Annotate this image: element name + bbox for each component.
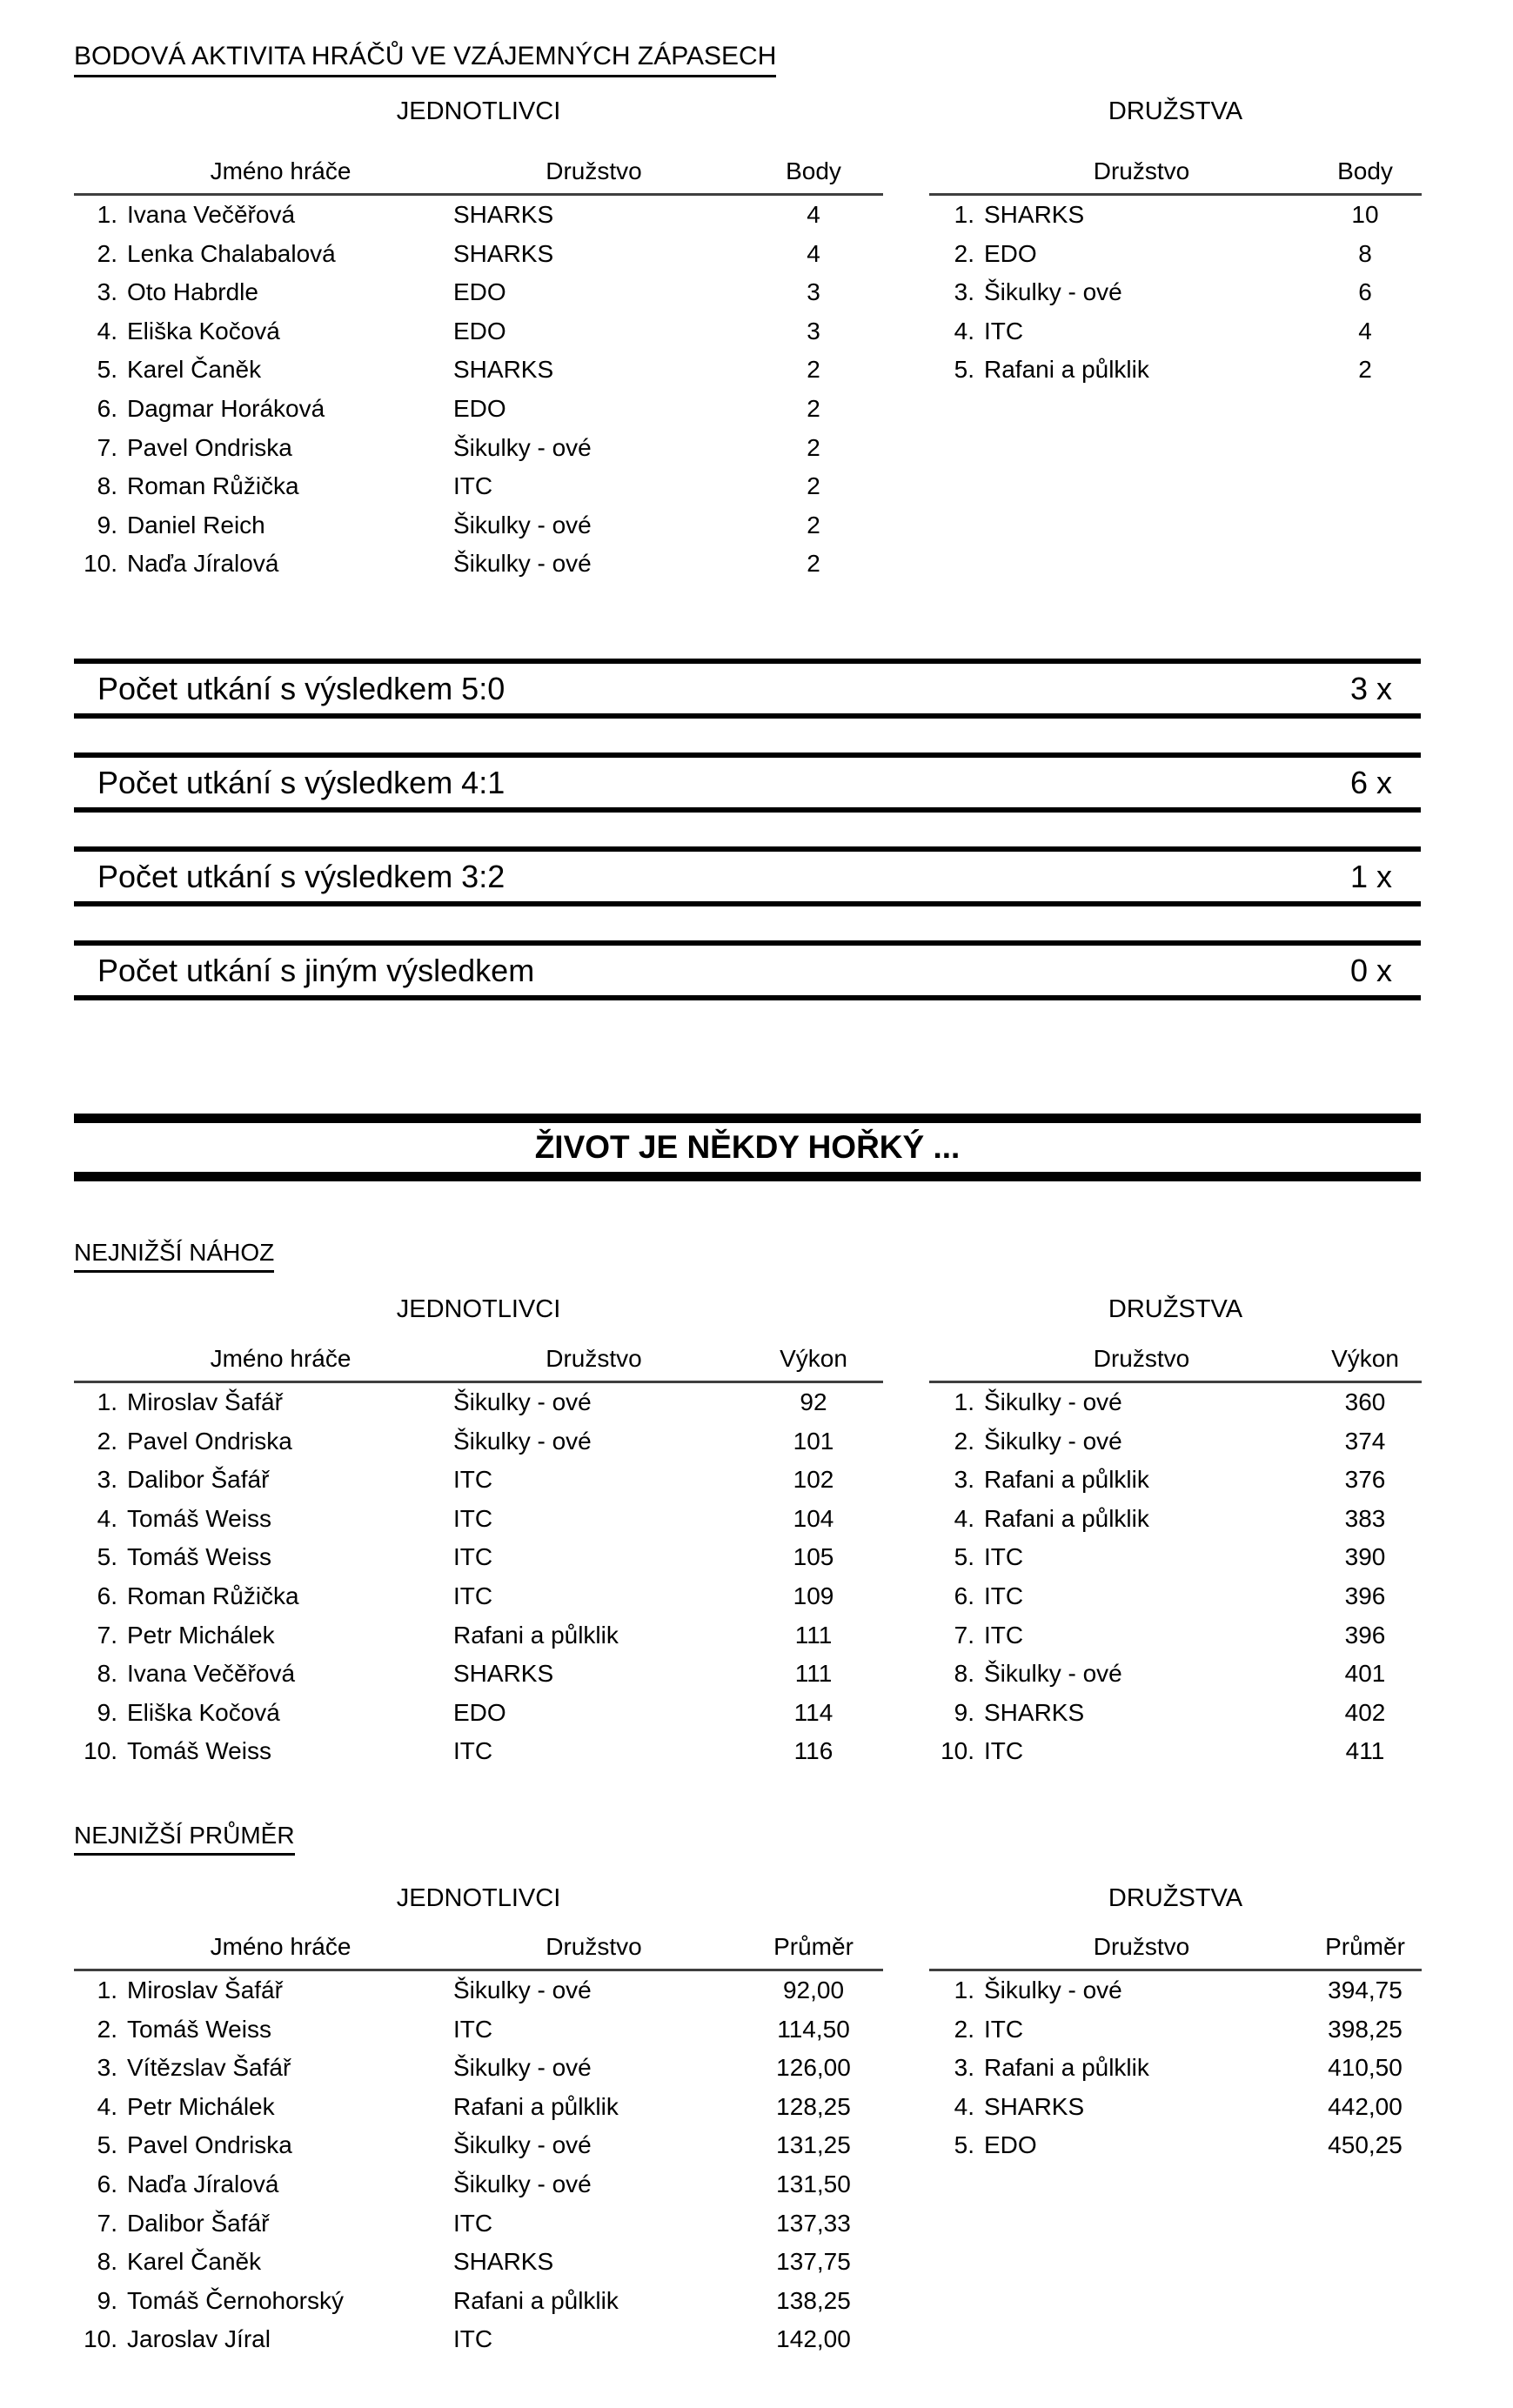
prumer-teams-table xyxy=(929,1928,1422,2165)
table-header-row xyxy=(929,1928,1422,1971)
table-row xyxy=(74,2126,883,2165)
row-rank: 4. xyxy=(97,1504,117,1532)
row-team: Šikulky - ové xyxy=(453,1427,592,1455)
row-value: 101 xyxy=(793,1427,834,1455)
column-header-name: Jméno hráče xyxy=(210,1933,351,1960)
table-row xyxy=(74,467,883,506)
section-heading-prumer-text: NEJNIŽŠÍ PRŮMĚR xyxy=(74,1822,295,1856)
table-row xyxy=(74,390,883,429)
table-row xyxy=(929,1577,1422,1616)
table-row xyxy=(929,1461,1422,1500)
page-title-text: BODOVÁ AKTIVITA HRÁČŮ VE VZÁJEMNÝCH ZÁPASECH xyxy=(74,42,776,77)
row-team: EDO xyxy=(984,239,1037,267)
table-header-row xyxy=(74,1928,883,1971)
row-team: Rafani a půlklik xyxy=(453,2092,619,2120)
row-team: Šikulky - ové xyxy=(453,2170,592,2197)
row-player-name: Dalibor Šafář xyxy=(127,1466,270,1494)
row-rank: 2. xyxy=(97,2015,117,2043)
row-team: Rafani a půlklik xyxy=(984,2054,1149,2082)
table-row xyxy=(74,1461,883,1500)
row-team: EDO xyxy=(453,1698,506,1726)
row-player-name: Tomáš Weiss xyxy=(127,1504,271,1532)
section-heading-nahoz-text: NEJNIŽŠÍ NÁHOZ xyxy=(74,1239,274,1273)
row-value: 4 xyxy=(807,201,820,228)
row-team: ITC xyxy=(984,1582,1024,1609)
row-value: 114,50 xyxy=(777,2015,850,2043)
summary-label: Počet utkání s jiným výsledkem xyxy=(97,952,535,988)
row-player-name: Ivana Večěřová xyxy=(127,1660,296,1688)
column-header-rank xyxy=(74,1340,117,1381)
row-value: 111 xyxy=(794,1660,833,1688)
row-rank: 4. xyxy=(954,1504,974,1532)
row-team: SHARKS xyxy=(453,2248,554,2276)
row-rank: 3. xyxy=(954,1466,974,1494)
table-row xyxy=(74,312,883,351)
row-team: Šikulky - ové xyxy=(453,2131,592,2159)
row-rank: 3. xyxy=(97,278,117,306)
row-value: 376 xyxy=(1344,1466,1386,1494)
row-team: EDO xyxy=(453,317,506,344)
page-title xyxy=(74,42,776,77)
row-rank: 5. xyxy=(954,2131,974,2159)
summary-value: 3 x xyxy=(1349,670,1392,706)
row-team: ITC xyxy=(453,1737,493,1765)
column-header-team: Družstvo xyxy=(546,1345,642,1372)
points-individuals-table xyxy=(74,152,883,584)
table-row xyxy=(74,545,883,584)
row-team: ITC xyxy=(453,472,493,500)
summary-value: 0 x xyxy=(1349,952,1392,988)
row-rank: 5. xyxy=(954,1543,974,1571)
nahoz-teams-table xyxy=(929,1340,1422,1771)
column-header-name: Jméno hráče xyxy=(210,157,351,184)
row-value: 2 xyxy=(807,433,820,461)
row-team: SHARKS xyxy=(984,1698,1085,1726)
row-value: 2 xyxy=(807,511,820,538)
row-rank: 10. xyxy=(84,2325,117,2353)
divider-title: ŽIVOT JE NĚKDY HOŘKÝ ... xyxy=(534,1129,961,1165)
row-value: 6 xyxy=(1358,278,1372,306)
table-row xyxy=(929,273,1422,312)
row-player-name: Daniel Reich xyxy=(127,511,265,538)
row-value: 137,75 xyxy=(776,2248,851,2276)
row-team: ITC xyxy=(453,2325,493,2353)
table-row xyxy=(929,2088,1422,2127)
row-player-name: Tomáš Weiss xyxy=(127,2015,271,2043)
row-rank: 2. xyxy=(97,239,117,267)
row-rank: 7. xyxy=(954,1621,974,1649)
row-value: 109 xyxy=(793,1582,834,1609)
row-team: Rafani a půlklik xyxy=(984,356,1149,384)
row-value: 92 xyxy=(800,1388,827,1415)
row-value: 450,25 xyxy=(1328,2131,1403,2159)
summary-boxes xyxy=(74,659,1421,1034)
divider-banner xyxy=(74,1114,1421,1181)
table-row xyxy=(74,351,883,390)
row-value: 383 xyxy=(1344,1504,1386,1532)
row-value: 442,00 xyxy=(1328,2092,1403,2120)
row-player-name: Tomáš Weiss xyxy=(127,1543,271,1571)
row-team: EDO xyxy=(453,278,506,306)
row-team: Šikulky - ové xyxy=(453,1977,592,2003)
row-team: Šikulky - ové xyxy=(453,433,592,461)
row-rank: 5. xyxy=(97,2131,117,2159)
table-header-row xyxy=(74,152,883,196)
row-team: ITC xyxy=(984,1737,1024,1765)
table-row xyxy=(74,1538,883,1577)
row-rank: 10. xyxy=(84,550,117,578)
row-team: SHARKS xyxy=(453,356,554,384)
table-header-row xyxy=(74,1340,883,1383)
row-rank: 1. xyxy=(954,1388,974,1415)
row-value: 2 xyxy=(1358,356,1372,384)
table-row xyxy=(74,1500,883,1539)
row-team: EDO xyxy=(453,394,506,422)
summary-label: Počet utkání s výsledkem 4:1 xyxy=(97,764,505,800)
row-player-name: Petr Michálek xyxy=(127,2092,275,2120)
nahoz-individuals-title: JEDNOTLIVCI xyxy=(396,1295,561,1323)
column-header-value: Body xyxy=(1337,157,1393,184)
row-player-name: Lenka Chalabalová xyxy=(127,239,336,267)
row-player-name: Pavel Ondriska xyxy=(127,1427,292,1455)
row-value: 114 xyxy=(793,1698,833,1726)
row-rank: 10. xyxy=(84,1737,117,1765)
row-team: ITC xyxy=(984,1543,1024,1571)
section-heading-prumer xyxy=(74,1822,295,1856)
column-header-value: Body xyxy=(786,157,841,184)
table-row xyxy=(74,1971,883,2010)
table-row xyxy=(929,196,1422,235)
table-row xyxy=(929,2126,1422,2165)
row-rank: 8. xyxy=(954,1660,974,1688)
column-header-value: Průměr xyxy=(773,1933,854,1960)
row-player-name: Miroslav Šafář xyxy=(127,1977,283,2003)
summary-label: Počet utkání s výsledkem 3:2 xyxy=(97,858,505,894)
row-rank: 4. xyxy=(97,317,117,344)
row-rank: 6. xyxy=(97,2170,117,2197)
row-player-name: Tomáš Černohorský xyxy=(127,2286,344,2314)
row-rank: 1. xyxy=(954,1977,974,2003)
nahoz-teams-title: DRUŽSTVA xyxy=(1108,1295,1243,1323)
table-row xyxy=(929,1616,1422,1656)
section1-individuals-title: JEDNOTLIVCI xyxy=(396,97,561,125)
table-row xyxy=(74,2088,883,2127)
row-team: ITC xyxy=(453,2209,493,2237)
row-value: 105 xyxy=(793,1543,834,1571)
table-row xyxy=(74,506,883,545)
table-row xyxy=(74,1577,883,1616)
summary-value: 6 x xyxy=(1349,764,1392,800)
summary-value: 1 x xyxy=(1349,858,1392,894)
row-value: 8 xyxy=(1358,239,1372,267)
table-row xyxy=(74,2320,883,2359)
row-rank: 10. xyxy=(941,1737,974,1765)
row-player-name: Ivana Večěřová xyxy=(127,201,296,228)
row-player-name: Eliška Kočová xyxy=(127,317,280,344)
row-team: ITC xyxy=(984,2015,1024,2043)
row-value: 402 xyxy=(1344,1698,1386,1726)
row-team: ITC xyxy=(453,1543,493,1571)
row-team: Šikulky - ové xyxy=(453,550,592,578)
row-value: 116 xyxy=(793,1737,833,1765)
summary-label: Počet utkání s výsledkem 5:0 xyxy=(97,670,505,706)
column-header-rank xyxy=(929,1340,974,1381)
table-row xyxy=(74,273,883,312)
table-row xyxy=(74,1383,883,1422)
row-team: Rafani a půlklik xyxy=(984,1466,1149,1494)
table-body xyxy=(74,196,883,584)
row-value: 104 xyxy=(793,1504,834,1532)
row-rank: 6. xyxy=(97,394,117,422)
column-header-team: Družstvo xyxy=(1093,1933,1190,1960)
row-team: Šikulky - ové xyxy=(453,2054,592,2082)
row-value: 3 xyxy=(807,317,820,344)
row-value: 396 xyxy=(1344,1582,1386,1609)
row-player-name: Eliška Kočová xyxy=(127,1698,280,1726)
row-team: ITC xyxy=(453,1504,493,1532)
row-team: SHARKS xyxy=(453,1660,554,1688)
table-row xyxy=(74,429,883,468)
summary-box xyxy=(74,846,1421,906)
table-body xyxy=(74,1971,883,2359)
row-rank: 1. xyxy=(954,201,974,228)
row-player-name: Roman Růžička xyxy=(127,1582,299,1609)
row-rank: 1. xyxy=(97,1977,117,2003)
row-team: EDO xyxy=(984,2131,1037,2159)
table-row xyxy=(74,196,883,235)
row-team: Šikulky - ové xyxy=(984,278,1122,306)
column-header-rank xyxy=(74,152,117,193)
row-team: ITC xyxy=(453,2015,493,2043)
table-body xyxy=(929,1971,1422,2165)
prumer-teams-title: DRUŽSTVA xyxy=(1108,1884,1243,1912)
table-row xyxy=(74,235,883,274)
row-value: 3 xyxy=(807,278,820,306)
table-row xyxy=(74,2282,883,2321)
prumer-individuals-table xyxy=(74,1928,883,2359)
table-row xyxy=(74,1655,883,1694)
table-row xyxy=(929,2010,1422,2050)
row-team: SHARKS xyxy=(453,239,554,267)
row-rank: 7. xyxy=(97,1621,117,1649)
row-team: Šikulky - ové xyxy=(984,1660,1122,1688)
row-value: 111 xyxy=(794,1621,833,1649)
row-rank: 6. xyxy=(97,1582,117,1609)
row-player-name: Petr Michálek xyxy=(127,1621,275,1649)
row-player-name: Tomáš Weiss xyxy=(127,1737,271,1765)
row-rank: 2. xyxy=(954,1427,974,1455)
section1-teams-title: DRUŽSTVA xyxy=(1108,97,1243,125)
row-value: 2 xyxy=(807,356,820,384)
nahoz-individuals-table xyxy=(74,1340,883,1771)
row-rank: 6. xyxy=(954,1582,974,1609)
row-team: ITC xyxy=(453,1466,493,1494)
row-rank: 2. xyxy=(97,1427,117,1455)
row-rank: 4. xyxy=(97,2092,117,2120)
table-row xyxy=(929,2049,1422,2088)
row-value: 374 xyxy=(1344,1427,1386,1455)
row-rank: 1. xyxy=(97,1388,117,1415)
table-row xyxy=(929,351,1422,390)
row-rank: 8. xyxy=(97,472,117,500)
table-row xyxy=(929,1383,1422,1422)
table-row xyxy=(74,2010,883,2050)
column-header-rank xyxy=(929,1928,974,1969)
summary-box xyxy=(74,752,1421,813)
table-row xyxy=(929,1694,1422,1733)
row-player-name: Karel Čaněk xyxy=(127,356,262,384)
row-value: 128,25 xyxy=(776,2092,851,2120)
row-value: 2 xyxy=(807,394,820,422)
table-row xyxy=(929,1971,1422,2010)
row-value: 4 xyxy=(1358,317,1372,344)
row-value: 390 xyxy=(1344,1543,1386,1571)
row-value: 360 xyxy=(1344,1388,1386,1415)
row-value: 126,00 xyxy=(776,2054,851,2082)
row-player-name: Oto Habrdle xyxy=(127,278,258,306)
row-team: SHARKS xyxy=(453,201,554,228)
row-value: 394,75 xyxy=(1328,1977,1403,2003)
row-team: Šikulky - ové xyxy=(984,1388,1122,1415)
table-row xyxy=(74,1422,883,1462)
row-team: SHARKS xyxy=(984,201,1085,228)
row-value: 131,25 xyxy=(776,2131,851,2159)
row-player-name: Karel Čaněk xyxy=(127,2248,262,2276)
row-team: SHARKS xyxy=(984,2092,1085,2120)
row-team: ITC xyxy=(984,1621,1024,1649)
row-player-name: Naďa Jíralová xyxy=(127,2170,279,2197)
table-row xyxy=(929,235,1422,274)
row-player-name: Naďa Jíralová xyxy=(127,550,279,578)
row-rank: 5. xyxy=(954,356,974,384)
prumer-individuals-title: JEDNOTLIVCI xyxy=(396,1884,561,1912)
column-header-rank xyxy=(929,152,974,193)
column-header-team: Družstvo xyxy=(1093,157,1190,184)
table-header-row xyxy=(929,1340,1422,1383)
row-rank: 8. xyxy=(97,1660,117,1688)
row-team: ITC xyxy=(453,1582,493,1609)
row-value: 92,00 xyxy=(782,1977,845,2003)
row-value: 401 xyxy=(1344,1660,1386,1688)
row-value: 411 xyxy=(1345,1737,1385,1765)
row-rank: 7. xyxy=(97,433,117,461)
row-rank: 1. xyxy=(97,201,117,228)
row-player-name: Roman Růžička xyxy=(127,472,299,500)
row-player-name: Dagmar Horáková xyxy=(127,394,325,422)
row-value: 10 xyxy=(1351,201,1379,228)
row-value: 137,33 xyxy=(776,2209,851,2237)
table-body xyxy=(74,1383,883,1771)
row-value: 138,25 xyxy=(776,2286,851,2314)
row-player-name: Miroslav Šafář xyxy=(127,1388,283,1415)
table-row xyxy=(929,312,1422,351)
row-value: 398,25 xyxy=(1328,2015,1403,2043)
column-header-team: Družstvo xyxy=(546,157,642,184)
table-row xyxy=(929,1655,1422,1694)
row-rank: 2. xyxy=(954,2015,974,2043)
table-header-row xyxy=(929,152,1422,196)
row-rank: 4. xyxy=(954,2092,974,2120)
row-value: 102 xyxy=(793,1466,834,1494)
points-teams-table xyxy=(929,152,1422,390)
row-value: 4 xyxy=(807,239,820,267)
row-team: Šikulky - ové xyxy=(984,1427,1122,1455)
row-rank: 3. xyxy=(954,2054,974,2082)
column-header-value: Průměr xyxy=(1325,1933,1405,1960)
row-value: 410,50 xyxy=(1328,2054,1403,2082)
row-rank: 9. xyxy=(954,1698,974,1726)
table-row xyxy=(74,2243,883,2282)
table-row xyxy=(74,2049,883,2088)
row-rank: 2. xyxy=(954,239,974,267)
table-row xyxy=(74,2165,883,2204)
row-team: ITC xyxy=(984,317,1024,344)
table-row xyxy=(929,1422,1422,1462)
row-rank: 8. xyxy=(97,2248,117,2276)
table-row xyxy=(74,2204,883,2244)
row-rank: 9. xyxy=(97,511,117,538)
table-row xyxy=(74,1694,883,1733)
row-player-name: Pavel Ondriska xyxy=(127,433,292,461)
row-player-name: Dalibor Šafář xyxy=(127,2209,270,2237)
table-row xyxy=(929,1732,1422,1771)
row-rank: 5. xyxy=(97,1543,117,1571)
row-rank: 3. xyxy=(954,278,974,306)
row-player-name: Jaroslav Jíral xyxy=(127,2325,271,2353)
table-row xyxy=(74,1732,883,1771)
column-header-value: Výkon xyxy=(780,1345,847,1372)
table-body xyxy=(929,196,1422,390)
column-header-name: Jméno hráče xyxy=(210,1345,351,1372)
row-value: 131,50 xyxy=(776,2170,851,2197)
row-value: 2 xyxy=(807,472,820,500)
column-header-value: Výkon xyxy=(1331,1345,1399,1372)
row-team: Šikulky - ové xyxy=(984,1977,1122,2003)
row-rank: 9. xyxy=(97,2286,117,2314)
row-rank: 3. xyxy=(97,2054,117,2082)
row-rank: 3. xyxy=(97,1466,117,1494)
table-body xyxy=(929,1383,1422,1771)
row-player-name: Vítězslav Šafář xyxy=(127,2054,291,2082)
row-team: Rafani a půlklik xyxy=(453,2286,619,2314)
summary-box xyxy=(74,659,1421,719)
row-player-name: Pavel Ondriska xyxy=(127,2131,292,2159)
row-value: 396 xyxy=(1344,1621,1386,1649)
row-value: 2 xyxy=(807,550,820,578)
row-team: Rafani a půlklik xyxy=(453,1621,619,1649)
row-rank: 7. xyxy=(97,2209,117,2237)
row-value: 142,00 xyxy=(776,2325,851,2353)
row-team: Rafani a půlklik xyxy=(984,1504,1149,1532)
row-rank: 9. xyxy=(97,1698,117,1726)
section-heading-nahoz xyxy=(74,1239,274,1273)
column-header-team: Družstvo xyxy=(546,1933,642,1960)
row-team: Šikulky - ové xyxy=(453,1388,592,1415)
table-row xyxy=(74,1616,883,1656)
table-row xyxy=(929,1500,1422,1539)
summary-box xyxy=(74,940,1421,1000)
column-header-team: Družstvo xyxy=(1093,1345,1190,1372)
row-rank: 5. xyxy=(97,356,117,384)
row-team: Šikulky - ové xyxy=(453,511,592,538)
row-rank: 4. xyxy=(954,317,974,344)
column-header-rank xyxy=(74,1928,117,1969)
table-row xyxy=(929,1538,1422,1577)
